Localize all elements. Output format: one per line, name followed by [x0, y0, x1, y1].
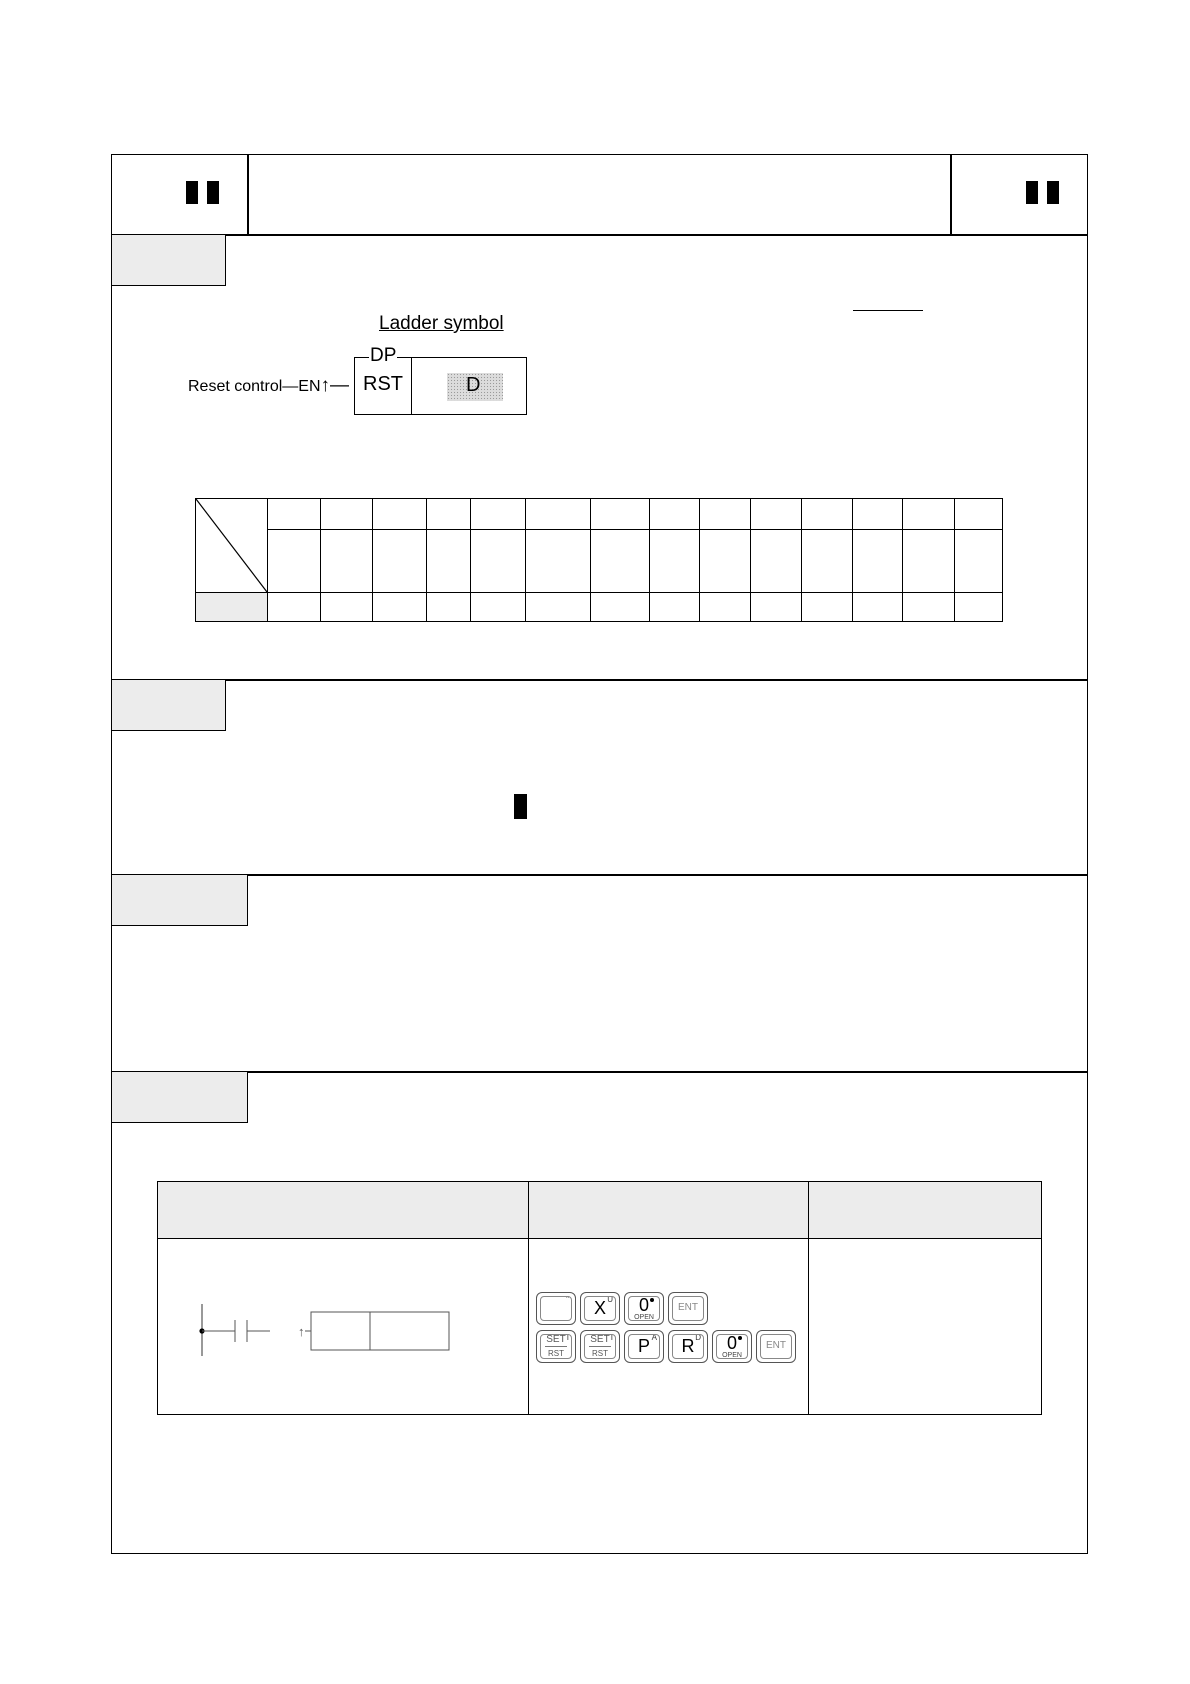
key-divider — [589, 1346, 611, 1347]
key-main: 0 — [726, 1333, 737, 1353]
key-sup: " — [566, 1295, 569, 1304]
key-dot — [650, 1298, 654, 1302]
key-main: R — [681, 1336, 695, 1356]
program-table-vline-1 — [528, 1181, 529, 1415]
rising-edge-arrow: ↑— — [320, 375, 349, 396]
key-ent[interactable] — [668, 1292, 708, 1325]
header-left-mark-1 — [186, 181, 198, 204]
header-divider-left — [247, 154, 249, 235]
operand-table-vline — [699, 498, 700, 622]
operand-table-vline — [954, 498, 955, 622]
program-table-header-line — [157, 1238, 1042, 1239]
text-cursor-mark — [514, 794, 527, 819]
key-r[interactable] — [668, 1330, 708, 1363]
operand-table-label-cell — [196, 593, 267, 621]
key-sup: A — [651, 1333, 657, 1342]
key-main: ENT — [766, 1340, 786, 1351]
key-dot — [738, 1336, 742, 1340]
rst-instruction-label: RST — [363, 373, 403, 395]
reset-control-text: Reset control—EN — [188, 378, 321, 395]
short-underline — [853, 310, 923, 311]
instruction-box-divider — [411, 357, 412, 415]
section-tab-2 — [112, 680, 226, 731]
key-ent[interactable] — [756, 1330, 796, 1363]
header-right-mark-2 — [1047, 181, 1059, 204]
section-2-top-line — [111, 679, 1088, 681]
key-sub: OPEN — [722, 1352, 742, 1359]
key-main: X — [593, 1298, 606, 1318]
key-p[interactable] — [624, 1330, 664, 1363]
header-left-mark-2 — [207, 181, 219, 204]
operand-table-diagonal — [195, 498, 268, 593]
operand-table-vline — [852, 498, 853, 622]
key-sup: D — [695, 1333, 701, 1342]
operand-table-hline-2 — [195, 592, 1003, 593]
operand-table-vline — [649, 498, 650, 622]
operand-table — [195, 498, 1003, 622]
operand-table-vline — [426, 498, 427, 622]
section-tab-3 — [112, 875, 248, 926]
key-main: 0 — [638, 1295, 649, 1315]
key-set-rst[interactable] — [580, 1330, 620, 1363]
operand-table-vline — [590, 498, 591, 622]
operand-table-hline-1 — [267, 529, 1003, 530]
operand-table-vline — [750, 498, 751, 622]
key-main: P — [637, 1336, 650, 1356]
header-right-mark-1 — [1026, 181, 1038, 204]
operand-table-vline — [372, 498, 373, 622]
header-bottom-line — [111, 234, 1088, 236]
section-tab-1 — [112, 235, 226, 286]
header-divider-right — [950, 154, 952, 235]
key-sub: RST — [548, 1349, 564, 1358]
key-sup: I — [610, 1333, 613, 1342]
key-x[interactable] — [580, 1292, 620, 1325]
svg-text:↑: ↑ — [298, 1324, 305, 1339]
operand-table-vline — [525, 498, 526, 622]
key-0-open[interactable] — [712, 1330, 752, 1363]
operand-table-vline — [902, 498, 903, 622]
key-divider — [545, 1346, 567, 1347]
section-3-top-line — [111, 874, 1088, 876]
key-main: ENT — [678, 1302, 698, 1313]
key-sub: OPEN — [634, 1314, 654, 1321]
dp-prefix-label: DP — [370, 345, 397, 366]
operand-table-vline — [320, 498, 321, 622]
mini-ladder-diagram — [195, 1300, 455, 1360]
section-tab-4 — [112, 1072, 248, 1123]
ladder-symbol-title: Ladder symbol — [379, 313, 504, 334]
reset-control-label — [188, 375, 349, 397]
operand-table-vline — [801, 498, 802, 622]
key-main: SET — [546, 1334, 566, 1345]
key-sup: I — [566, 1333, 569, 1342]
key-sub: RST — [592, 1349, 608, 1358]
key-set-rst[interactable] — [536, 1330, 576, 1363]
operand-d-label: D — [466, 374, 481, 396]
key-0-open[interactable] — [624, 1292, 664, 1325]
key-main: SET — [590, 1334, 610, 1345]
program-table-vline-2 — [808, 1181, 809, 1415]
section-4-top-line — [111, 1071, 1088, 1073]
key-sup: U — [607, 1295, 613, 1304]
key-blank[interactable] — [536, 1292, 576, 1325]
operand-table-vline — [470, 498, 471, 622]
